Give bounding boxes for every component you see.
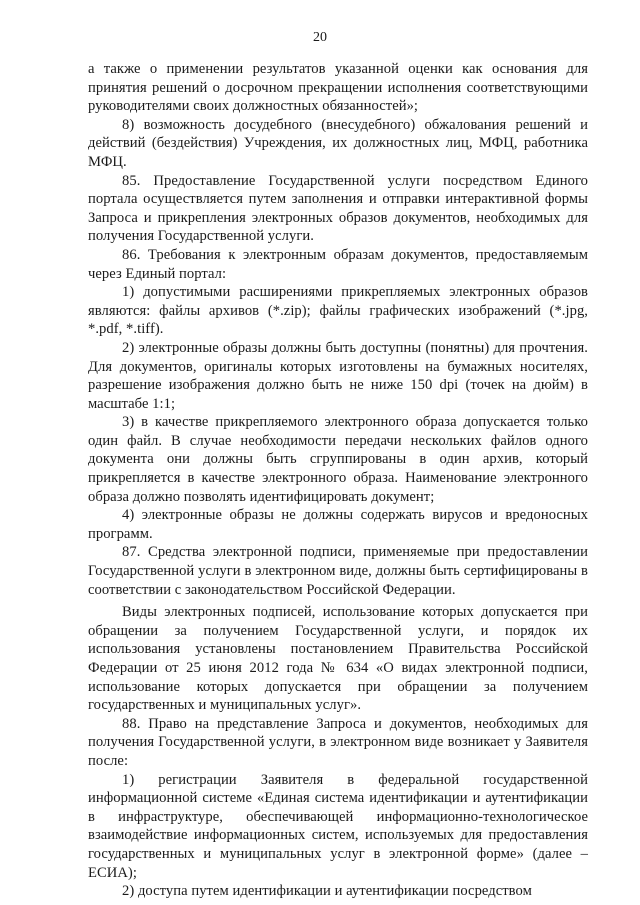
paragraph-86-item-1: 1) допустимыми расширениями прикрепляемых электронных образов являются: файлы архивов (*.zip); файлы графических изображений (*.jpg, *.pdf, *.tiff). (88, 284, 588, 338)
paragraph-86: 86. Требования к электронным образам документов, предоставляемым через Единый портал: (88, 246, 588, 282)
paragraph-86-item-2: 2) электронные образы должны быть доступны (понятны) для прочтения. Для документов, оригиналы которых изготовлены на бумажных носителях, разрешение изображения должно быть не ниже 150 dpi (точек на дюйм) в масштабе 1:1; (88, 339, 588, 412)
paragraph-88-item-1: 1) регистрации Заявителя в федеральной государственной информационной системе «Единая система идентификации и аутентификации в инфраструктуре, обеспечивающей информационно-технологическое взаимодействие информационных систем, используемых для предоставления государственных и муниципальных услуг в электронной форме» (далее – ЕСИА); (88, 771, 588, 881)
paragraph-86-item-4: 4) электронные образы не должны содержать вирусов и вредоносных программ. (88, 507, 588, 542)
paragraph-88-item-2: 2) доступа путем идентификации и аутентификации посредством (122, 883, 532, 900)
paragraph-86-item-3: 3) в качестве прикрепляемого электронного образа допускается только один файл. В случае необходимости передачи нескольких файлов одного документа они должны быть сгруппированы в один архив, который прикрепляется в качестве электронного образа. Наименование электронного образа должно позволять идентифицировать документ; (88, 414, 588, 505)
paragraph-88: 88. Право на представление Запроса и документов, необходимых для получения Государственной услуги, в электронном виде возникает у Заявителя после: (88, 715, 588, 769)
paragraph-item-8: 8) возможность досудебного (внесудебного) обжалования решений и действий (бездействия) Учреждения, их должностных лиц, МФЦ, работника МФЦ. (88, 116, 588, 170)
paragraph-87: 87. Средства электронной подписи, применяемые при предоставлении Государственной услуги в электронном виде, должны быть сертифицированы в соответствии с законодательством Российской Федерации. (88, 544, 588, 598)
paragraph-87-signature-types: Виды электронных подписей, использование которых допускается при обращении за получением Государственной услуги, и порядок их использования установлены постановлением Правительства Российской Федерации от 25 июня 2012 года № 634 «О видах электронной подписи, использование которых допускается при обращении за получением государственных и муниципальных услуг». (88, 604, 588, 714)
paragraph-continuation: а также о применении результатов указанной оценки как основания для принятия решений о досрочном прекращении исполнения соответствующими руководителями своих должностных обязанностей»; (88, 61, 588, 115)
page-number: 20 (313, 30, 327, 45)
paragraph-85: 85. Предоставление Государственной услуги посредством Единого портала осуществляется путем заполнения и отправки интерактивной формы Запроса и прикрепления электронных образов документов, необходимых для получения Государственной услуги. (88, 172, 588, 245)
document-body (88, 60, 588, 901)
